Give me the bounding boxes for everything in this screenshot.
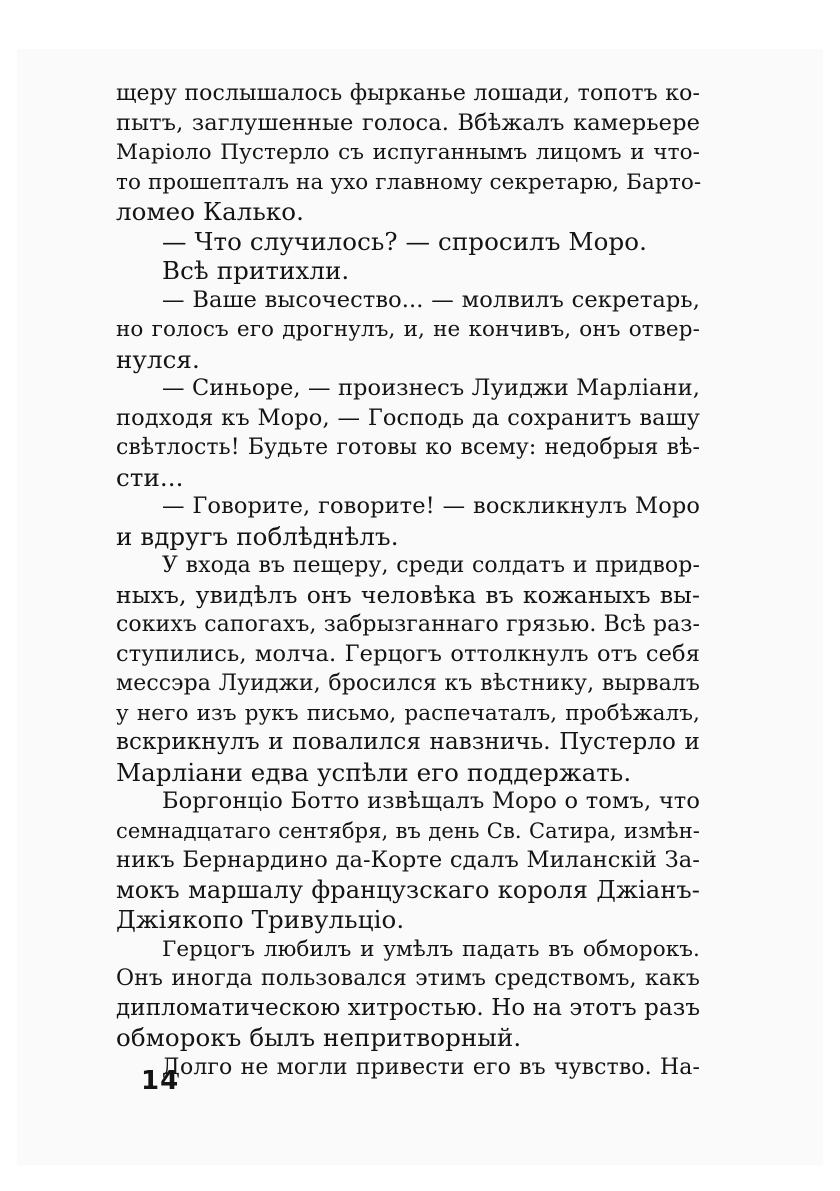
text-line: но голосъ его дрогнулъ, и, не кончивъ, онъ отвер- <box>116 317 700 342</box>
text-line: сти... <box>116 462 184 492</box>
text-line: Маріоло Пустерло съ испуганнымъ лицомъ и что- <box>116 140 700 165</box>
text-line: никъ Бернардино да-Корте сдалъ Миланскій За- <box>116 847 700 873</box>
text-line: ступились, молча. Герцогъ оттолкнулъ отъ себя <box>116 640 700 667</box>
text-line: Герцогъ любилъ и умѣлъ падать въ обморокъ. <box>162 936 700 962</box>
text-line: — Что случилось? — спросилъ Моро. <box>162 226 647 256</box>
text-line: ломео Калько. <box>116 197 305 226</box>
text-line: Марліани едва успѣли его поддержать. <box>116 757 632 787</box>
text-line: свѣтлость! Будьте готовы ко всему: недобрыя вѣ- <box>116 435 700 460</box>
page-number: 14 <box>141 1066 180 1096</box>
text-line: то прошепталъ на ухо главному секретарю, Барто- <box>116 169 702 195</box>
text-line: Боргонціо Ботто извѣщалъ Моро о томъ, что <box>162 788 700 814</box>
text-line: и вдругъ поблѣднѣлъ. <box>116 521 399 551</box>
text-line: — Говорите, говорите! — воскликнулъ Моро <box>162 493 700 519</box>
text-line: подходя къ Моро, — Господь да сохранитъ вашу <box>116 404 700 431</box>
text-line: Всѣ притихли. <box>162 256 350 285</box>
text-line: обморокъ былъ непритворный. <box>116 1023 522 1052</box>
text-line: Онъ иногда пользовался этимъ средствомъ, какъ <box>116 966 700 991</box>
text-line: — Синьоре, — произнесъ Луиджи Марліани, <box>162 375 700 401</box>
text-line: нулся. <box>116 344 200 374</box>
body-text <box>116 79 700 1082</box>
text-line: Долго не могли привести его въ чувство. На- <box>162 1054 700 1080</box>
text-line: мокъ маршалу французскаго короля Джіанъ- <box>116 875 700 904</box>
text-line: Джіякопо Тривульціо. <box>116 905 405 934</box>
text-line: щеру послышалось фырканье лошади, топотъ ко- <box>116 81 700 106</box>
text-line: мессэра Луиджи, бросился къ вѣстнику, вырвалъ <box>116 671 700 696</box>
text-line: дипломатическою хитростью. Но на этотъ разъ <box>116 994 701 1021</box>
text-line: вскрикнулъ и повалился навзничь. Пустерло и <box>116 729 700 755</box>
text-line: у него изъ рукъ письмо, распечаталъ, пробѣжалъ, <box>116 700 700 726</box>
text-line: семнадцатаго сентября, въ день Св. Сатира, измѣн- <box>116 818 700 843</box>
text-line: пытъ, заглушенные голоса. Вбѣжалъ камерьере <box>116 109 700 136</box>
text-line: сокихъ сапогахъ, забрызганнаго грязью. Всѣ раз- <box>116 612 700 637</box>
text-line: ныхъ, увидѣлъ онъ человѣка въ кожаныхъ вы- <box>116 580 700 609</box>
text-line: — Ваше высочество... — молвилъ секретарь, <box>162 286 700 313</box>
text-line: У входа въ пещеру, среди солдатъ и придвор- <box>162 553 700 578</box>
